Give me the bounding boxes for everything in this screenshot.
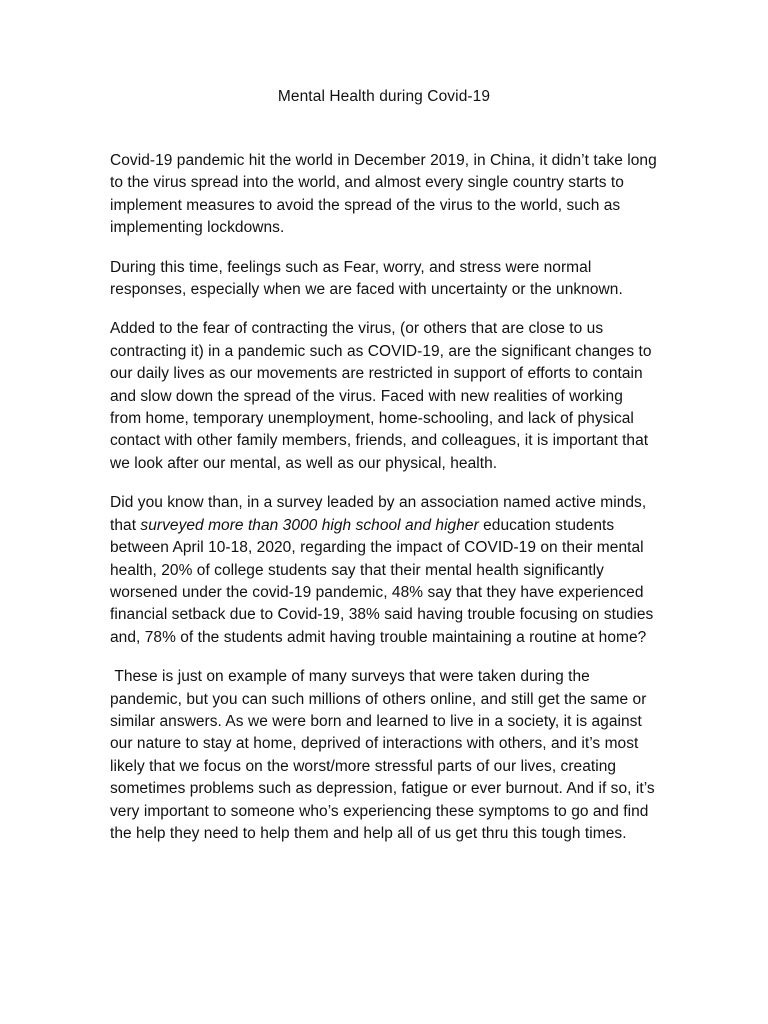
- paragraph-5: These is just on example of many surveys that were taken during the pandemic, but you can such millions of others online, and still get the same or similar answers. As we were born and learned to live in a society, it is against our nature to stay at home, deprived of interactions with others, and it’s most likely that we focus on the worst/more stressful parts of our lives, creating sometimes problems such as depression, fatigue or ever burnout. And if so, it’s very important to someone who’s experiencing these symptoms to go and find the help they need to help them and help all of us get thru this tough times.: [110, 668, 660, 842]
- paragraph-4-text-end: education students between April 10-18, 2020, regarding the impact of COVID-19 on their mental health, 20% of college students say that their mental health significantly worsened under the covid-19 pandemic, 48% say that they have experienced financial setback due to Covid-19, 38% said having trouble focusing on studies and, 78% of the students admit having trouble maintaining a routine at home?: [110, 516, 654, 646]
- paragraph-3: Added to the fear of contracting the virus, (or others that are close to us contracting it) in a pandemic such as COVID-19, are the significant changes to our daily lives as our movements are restricted in support of efforts to contain and slow down the spread of the virus. Faced with new realities of working from home, temporary unemployment, home-schooling, and lack of physical contact with other family members, friends, and colleagues, it is important that we look after our mental, as well as our physical, health.: [110, 320, 652, 472]
- paragraph-4-text-start: Did you know than, in a survey leaded by an association named active minds, that: [110, 494, 647, 534]
- document-body: [110, 150, 658, 862]
- document-title: Mental Health during Covid-19: [277, 88, 491, 105]
- paragraph-1: Covid-19 pandemic hit the world in December 2019, in China, it didn’t take long to the virus spread into the world, and almost every single country starts to implement measures to avoid the spread of the virus to the world, such as implementing lockdowns.: [110, 152, 657, 237]
- paragraph-4-italic-text: surveyed more than 3000 high school and higher: [140, 516, 479, 534]
- paragraph-2: During this time, feelings such as Fear, worry, and stress were normal responses, especially when we are faced with uncertainty or the unknown.: [110, 258, 623, 299]
- paragraph-4: [110, 492, 658, 649]
